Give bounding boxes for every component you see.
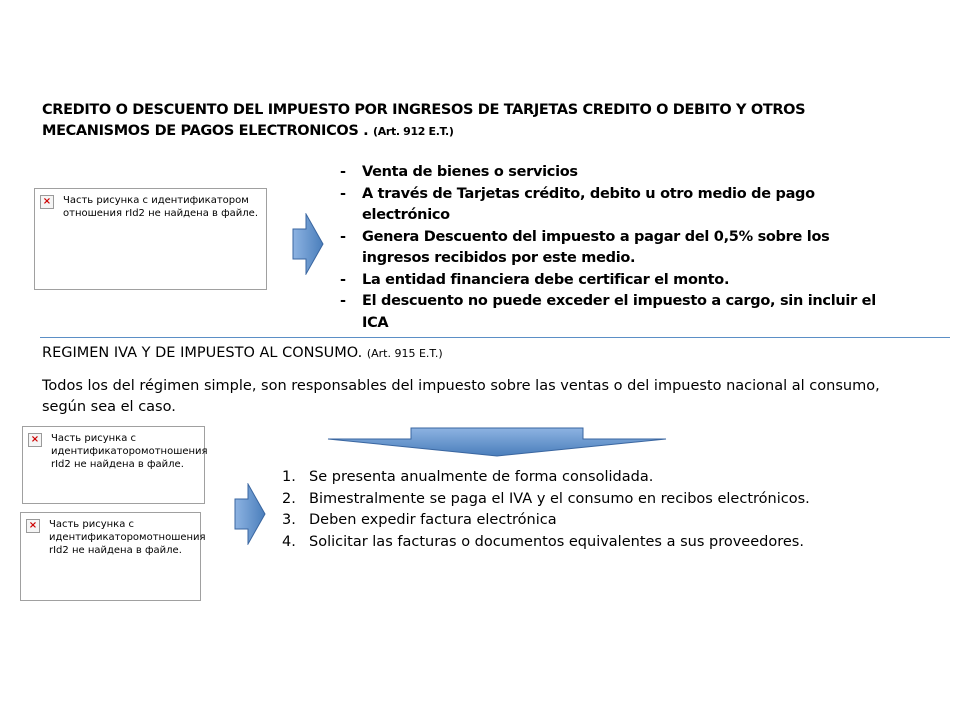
list-item [282,467,922,489]
list-number: 4. [282,533,296,550]
list-item-text: Bimestralmente se paga el IVA y el consumo en recibos electrónicos. [309,490,810,507]
list-item-text: Se presenta anualmente de forma consolidada. [309,469,654,485]
list-number: 2. [282,490,296,507]
image-placeholder-1 [34,188,267,290]
broken-image-icon: × [26,519,40,533]
list-number: 1. [282,469,296,485]
list-item-text: Deben expedir factura electrónica [309,512,557,528]
section2-title-text: REGIMEN IVA Y DE IMPUESTO AL CONSUMO. [42,345,363,361]
section1-title [42,100,902,142]
section2-paragraph: Todos los del régimen simple, son responsables del impuesto sobre las ventas o del impuesto nacional al consumo, según sea el caso. [42,378,880,415]
section2-title [42,343,902,364]
section1-article-ref: (Art. 912 E.T.) [373,125,454,138]
arrow-down-icon [327,427,667,457]
list-item: - A través de Tarjetas crédito, debito u otro medio de pago electrónico [340,184,900,227]
broken-image-icon: × [40,195,54,209]
section1-title-text: CREDITO O DESCUENTO DEL IMPUESTO POR INGRESOS DE TARJETAS CREDITO O DEBITO Y OTROS MECANISMOS DE PAGOS ELECTRONICOS . [42,102,806,139]
section-divider [40,337,950,338]
section2-numbered-list [282,467,922,553]
list-item: - Genera Descuento del impuesto a pagar del 0,5% sobre los ingresos recibidos por este medio. [340,227,900,270]
list-item [282,510,922,532]
section1-bullet-list [340,162,900,334]
list-item [282,532,922,554]
image-placeholder-message: Часть рисунка с идентификаторомотношения rId2 не найдена в файле. [49,519,206,556]
image-placeholder-message: Часть рисунка с идентификаторомотношения rId2 не найдена в файле. [51,433,208,470]
list-number: 3. [282,512,296,528]
image-placeholder-message: Часть рисунка с идентификатором отношения rId2 не найдена в файле. [63,195,258,219]
image-placeholder-2 [22,426,208,504]
list-item [282,489,922,511]
section2-article-ref: (Art. 915 E.T.) [366,347,443,360]
list-item: - Venta de bienes o servicios [340,162,900,184]
broken-image-icon: × [28,433,42,447]
arrow-right-icon [292,213,324,275]
arrow-right-icon [234,483,266,545]
list-item-text: Solicitar las facturas o documentos equivalentes a sus proveedores. [309,533,804,550]
list-item: - El descuento no puede exceder el impuesto a cargo, sin incluir el ICA [340,291,900,334]
list-item: - La entidad financiera debe certificar el monto. [340,270,900,292]
image-placeholder-3 [20,512,206,601]
